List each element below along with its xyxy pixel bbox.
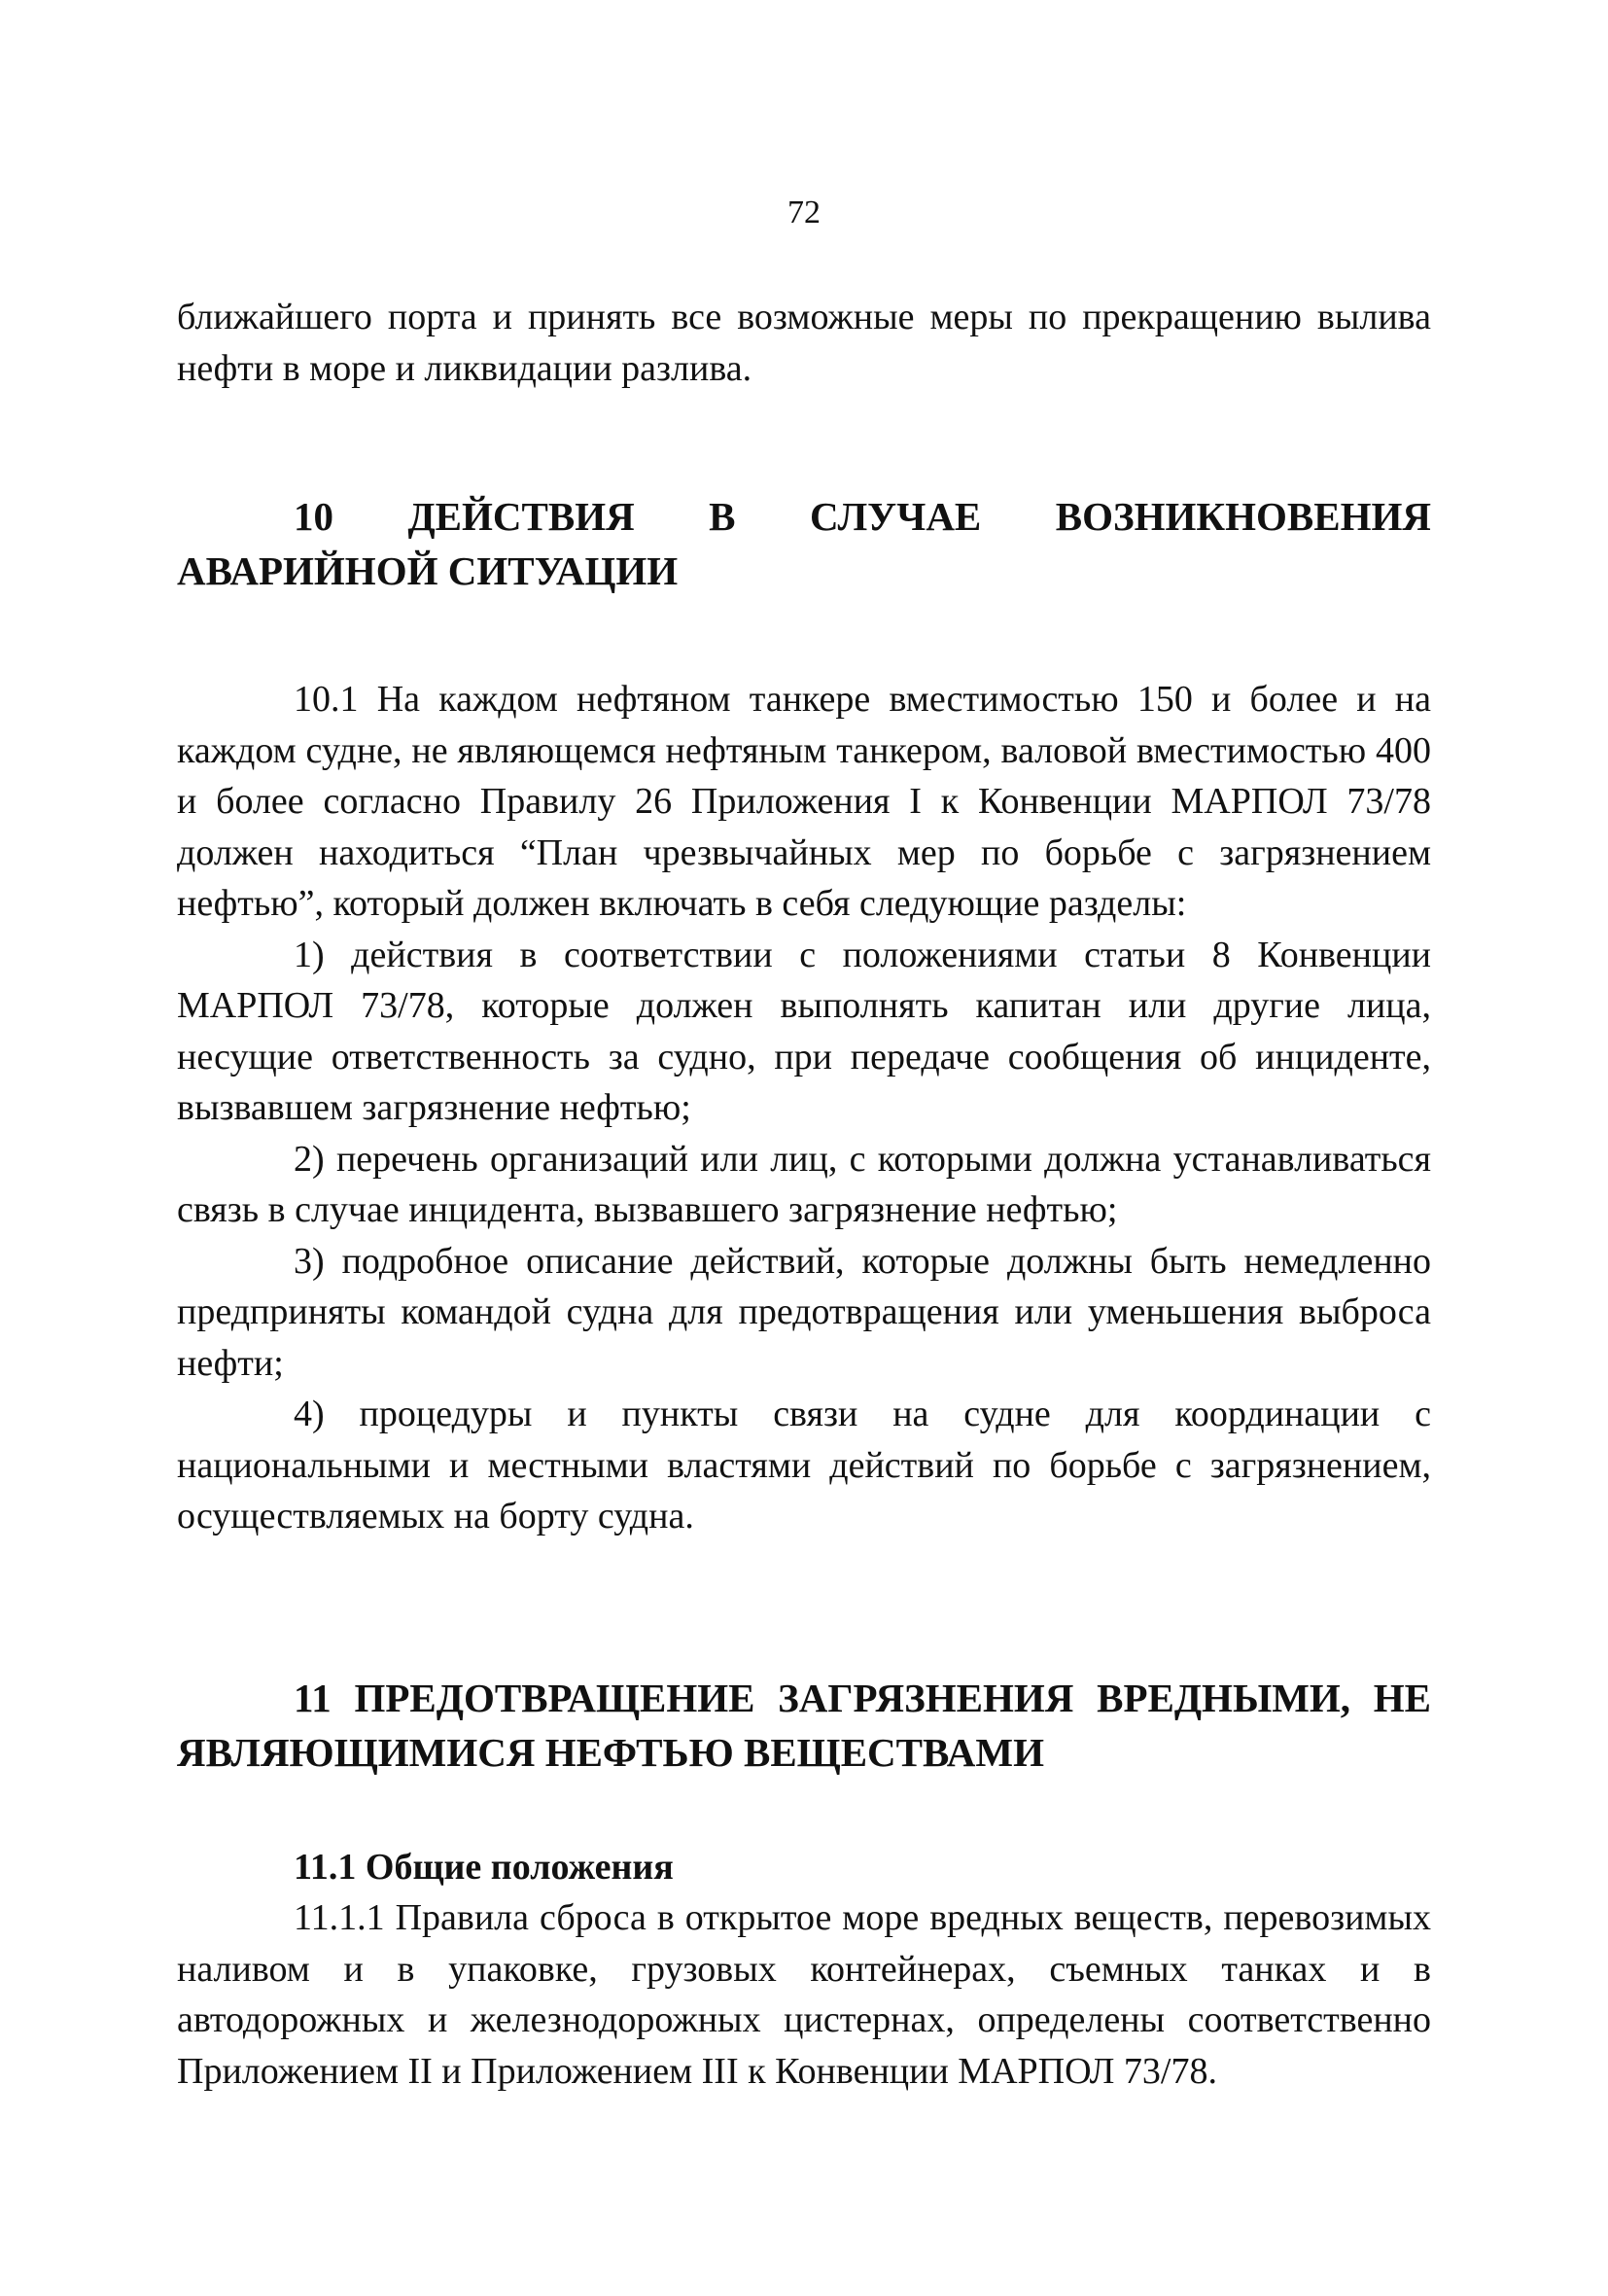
section-11-heading: 11 ПРЕДОТВРАЩЕНИЕ ЗАГРЯЗНЕНИЯ ВРЕДНЫМИ, НЕ ЯВЛЯЮЩИМИСЯ НЕФТЬЮ ВЕЩЕСТВАМИ	[177, 1675, 1431, 1775]
list-item-3: 3) подробное описание действий, которые должны быть немедленно предприняты командой судна для предотвращения или уменьшения выброса нефти;	[177, 1240, 1431, 1384]
section-10-heading: 10 ДЕЙСТВИЯ В СЛУЧАЕ ВОЗНИКНОВЕНИЯ АВАРИЙНОЙ СИТУАЦИИ	[177, 494, 1431, 593]
list-item-4: 4) процедуры и пункты связи на судне для координации с национальными и местными властями действий по борьбе с загрязнением, осуществляемых на борту судна.	[177, 1394, 1431, 1537]
intro-paragraph: ближайшего порта и принять все возможные меры по прекращению вылива нефти в море и ликвидации разлива.	[177, 297, 1431, 389]
list-item-2: 2) перечень организаций или лиц, с которыми должна устанавливаться связь в случае инцидента, вызвавшего загрязнение нефтью;	[177, 1138, 1431, 1230]
list-item-1: 1) действия в соответствии с положениями статьи 8 Конвенции МАРПОЛ 73/78, которые должен выполнять капитан или другие лица, несущие ответственность за судно, при передаче сообщения об инциденте, вызвавшем загрязнение нефтью;	[177, 934, 1431, 1128]
page-content	[177, 292, 1431, 2097]
section-11-1-subheading: 11.1 Общие положения	[294, 1846, 674, 1888]
paragraph-11-1-1: 11.1.1 Правила сброса в открытое море вредных веществ, перевозимых наливом и в упаковке, грузовых контейнерах, съемных танках и в автодорожных и железнодорожных цистернах, определены соответственно Приложением II и Приложением III к Конвенции МАРПОЛ 73/78.	[177, 1897, 1431, 2092]
page-number: 72	[787, 194, 821, 230]
paragraph-10-1: 10.1 На каждом нефтяном танкере вместимостью 150 и более и на каждом судне, не являющемся нефтяным танкером, валовой вместимостью 400 и более согласно Правилу 26 Приложения I к Конвенции МАРПОЛ 73/78 должен находиться “План чрезвычайных мер по борьбе с загрязнением нефтью”, который должен включать в себя следующие разделы:	[177, 679, 1431, 924]
